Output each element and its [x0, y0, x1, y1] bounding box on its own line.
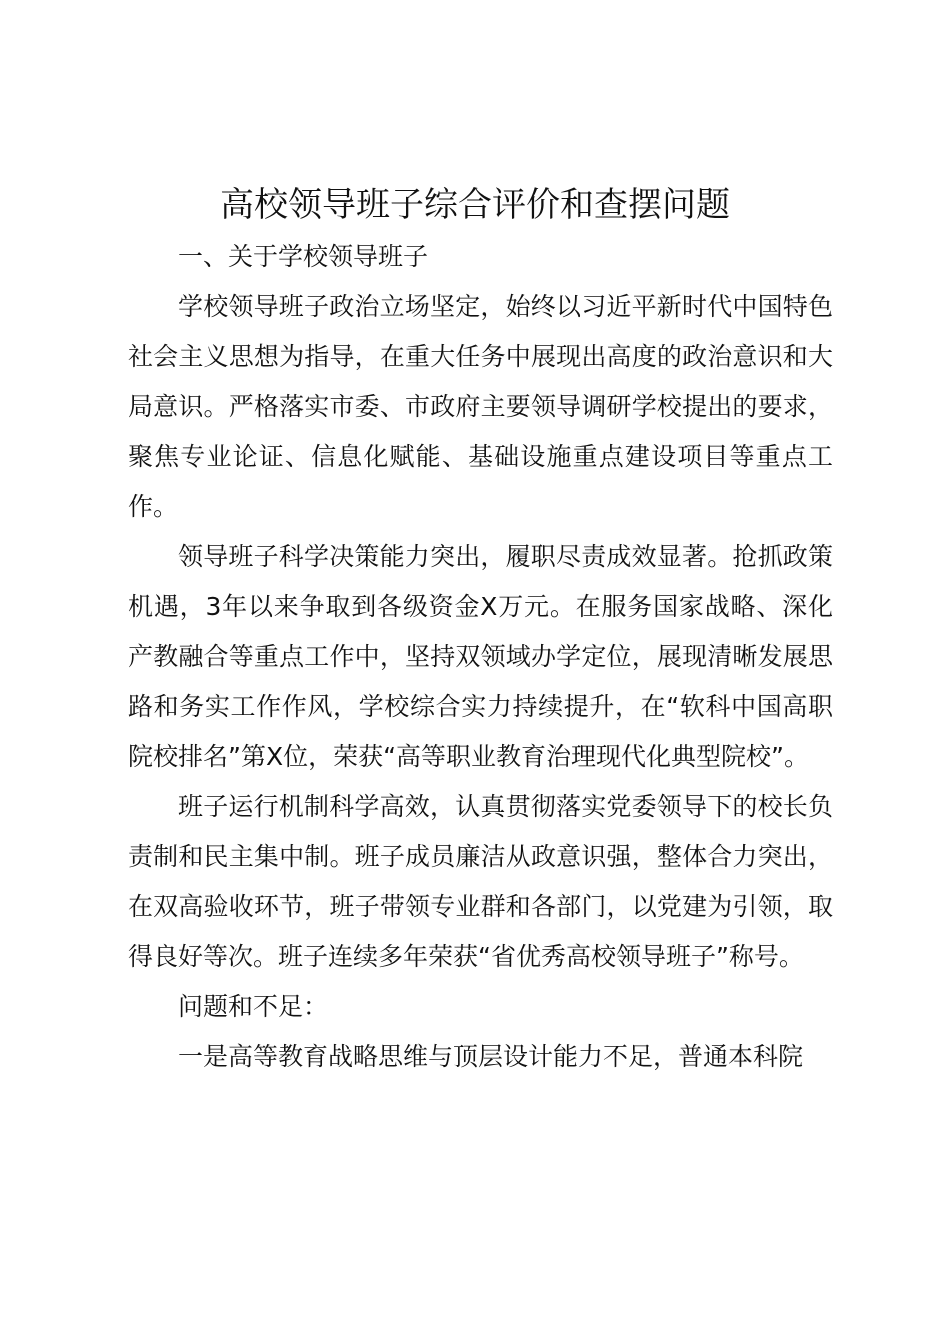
- paragraph-decision-making: 领导班子科学决策能力突出，履职尽责成效显著。抢抓政策机遇，3年以来争取到各级资金X万元。在服务国家战略、深化产教融合等重点工作中，坚持双领域办学定位，展现清晰发展思路和务实工作作风，学校综合实力持续提升，在“软科中国高职院校排名”第X位，荣获“高等职业教育治理现代化典型院校”。: [128, 542, 833, 771]
- paragraph-issue-one: 一是高等教育战略思维与顶层设计能力不足，普通本科院: [178, 1042, 804, 1071]
- document-body: [128, 232, 833, 1082]
- issues-label: 问题和不足：: [178, 992, 329, 1021]
- paragraph-operating-mechanism: 班子运行机制科学高效，认真贯彻落实党委领导下的校长负责制和民主集中制。班子成员廉洁从政意识强，整体合力突出，在双高验收环节，班子带领专业群和各部门，以党建为引领，取得良好等次。班子连续多年荣获“省优秀高校领导班子”称号。: [128, 792, 833, 971]
- section-heading: 一、关于学校领导班子: [178, 242, 429, 271]
- document-title: 高校领导班子综合评价和查摆问题: [220, 185, 730, 225]
- paragraph-political-stance: 学校领导班子政治立场坚定，始终以习近平新时代中国特色社会主义思想为指导，在重大任务中展现出高度的政治意识和大局意识。严格落实市委、市政府主要领导调研学校提出的要求，聚焦专业论证、信息化赋能、基础设施重点建设项目等重点工作。: [128, 292, 833, 521]
